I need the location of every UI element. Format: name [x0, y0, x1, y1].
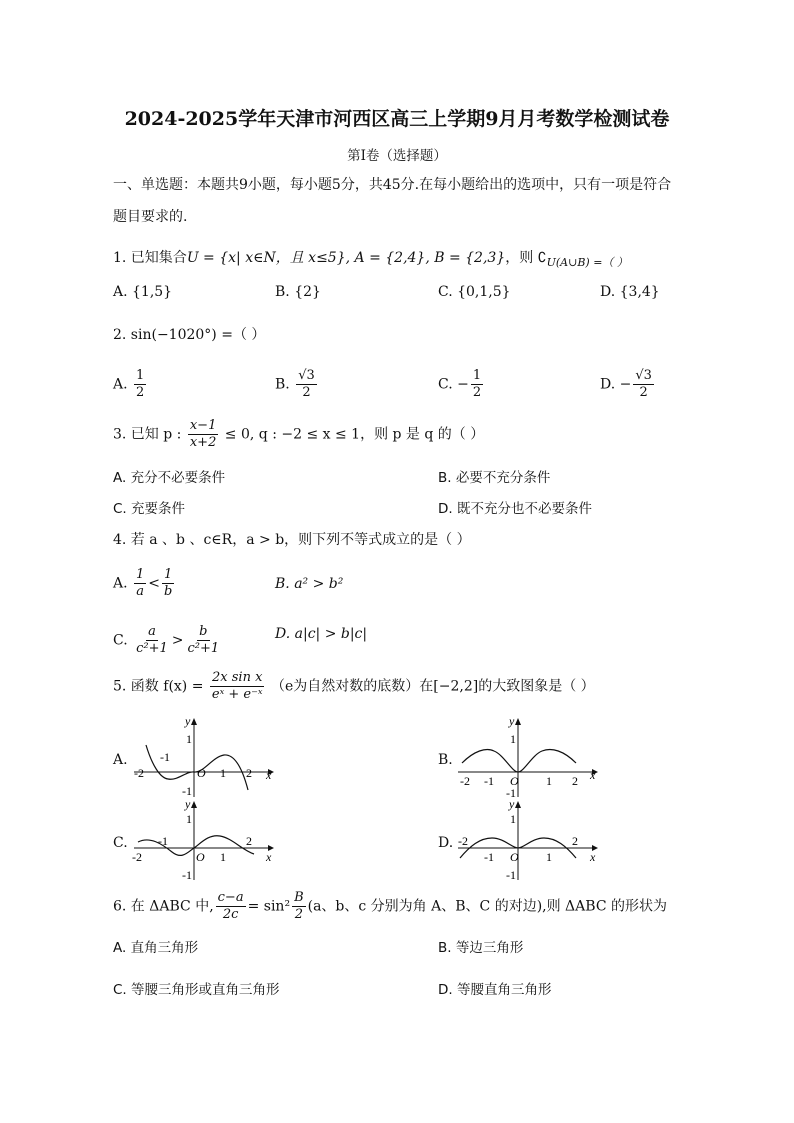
- x-label: x: [266, 768, 272, 782]
- q5-graph-c[interactable]: [128, 798, 278, 883]
- tick-neg1-y: -1: [182, 784, 192, 798]
- q1-option-a[interactable]: A. {1,5}: [113, 284, 173, 300]
- tick-neg1-y: -1: [506, 868, 516, 882]
- q4-c-rel: >: [171, 632, 184, 649]
- q5-fraction: $\frac{\text{2x sin x}}{\text{eˣ + e⁻ˣ}}$: [211, 670, 263, 702]
- q6-prefix: 6. 在 ΔABC 中,: [113, 898, 214, 915]
- x-label: x: [590, 850, 596, 864]
- y-label: y: [509, 798, 515, 811]
- q6-rest: (a、b、c 分别为角 A、B、C 的对边),则 ΔABC 的形状为: [307, 898, 667, 915]
- q1-option-c[interactable]: C. {0,1,5}: [438, 284, 511, 300]
- q5-prefix: 5. 函数 f(x) =: [113, 678, 204, 695]
- tick-neg1-y: -1: [506, 786, 516, 800]
- tick-neg2-x: -2: [460, 774, 470, 788]
- q3-prefix: 3. 已知 p :: [113, 426, 182, 443]
- q1-option-b[interactable]: B. {2}: [275, 284, 321, 300]
- q6-fraction-2: $\frac{B}{2}$: [294, 890, 304, 922]
- tick-neg2-x: -2: [132, 850, 142, 864]
- q2-c-label: C.: [438, 376, 453, 393]
- tick-2-x: 2: [572, 834, 578, 848]
- q4-c-label: C.: [113, 632, 128, 649]
- question-3-stem: [113, 418, 484, 451]
- q1-expr: U(A∪B) =（ ）: [546, 255, 628, 269]
- origin-label: O: [510, 850, 519, 864]
- question-2-stem: 2. sin(−1020°) =（ ）: [113, 327, 266, 343]
- q2-a-fraction: $\frac{1}{2}$: [136, 368, 145, 400]
- section-intro-line1: 一、单选题：本题共9小题，每小题5分，共45分.在每小题给出的选项中，只有一项是符合: [113, 177, 672, 193]
- q4-c-frac2: $\frac{b}{\text{c²+1}}$: [187, 624, 220, 656]
- q6-option-a[interactable]: A. 直角三角形: [113, 940, 199, 956]
- tick-neg2-x: -2: [458, 834, 468, 848]
- y-axis-arrow-icon: [191, 718, 197, 725]
- q1-sets: U = {x| x∈N，且 x≤5}, A = {2,4}, B = {2,3}: [186, 250, 506, 266]
- tick-1-x: 1: [220, 766, 226, 780]
- tick-neg1-x: -1: [158, 834, 168, 848]
- q5-graph-b[interactable]: [452, 715, 602, 800]
- question-4-stem: 4. 若 a 、b 、c∈R，a > b，则下列不等式成立的是（ ）: [113, 532, 471, 548]
- q3-option-b[interactable]: B. 必要不充分条件: [438, 470, 551, 486]
- question-6-stem: [113, 890, 667, 923]
- q4-a-rel: <: [148, 575, 161, 592]
- x-label: x: [266, 850, 272, 864]
- y-label: y: [185, 715, 191, 728]
- q3-fraction: $\frac{x-1}{x+2}$: [189, 418, 217, 450]
- tick-1-y: 1: [186, 812, 192, 826]
- tick-1-x: 1: [546, 774, 552, 788]
- q2-d-fraction: $\frac{√3}{2}$: [635, 368, 652, 400]
- tick-neg1-y: -1: [182, 868, 192, 882]
- q2-d-sign: −: [619, 376, 632, 393]
- y-axis-arrow-icon: [191, 801, 197, 808]
- tick-2-x: 2: [246, 834, 252, 848]
- q2-b-fraction: $\frac{√3}{2}$: [298, 368, 315, 400]
- origin-label: O: [196, 850, 205, 864]
- section-intro-line2: 题目要求的.: [113, 209, 188, 225]
- tick-1-x: 1: [546, 850, 552, 864]
- q4-a-frac1: $\frac{1}{a}$: [136, 567, 145, 599]
- q5-option-c-label[interactable]: C.: [113, 835, 128, 851]
- q6-option-c[interactable]: C. 等腰三角形或直角三角形: [113, 982, 280, 998]
- q2-b-label: B.: [275, 376, 290, 393]
- tick-neg1-x: -1: [160, 750, 170, 764]
- q6-eq: = sin²: [247, 898, 291, 915]
- q3-option-d[interactable]: D. 既不充分也不必要条件: [438, 501, 592, 517]
- q4-option-c[interactable]: [113, 624, 223, 657]
- q6-option-b[interactable]: B. 等边三角形: [438, 940, 524, 956]
- tick-1-y: 1: [186, 732, 192, 746]
- tick-1-y: 1: [510, 812, 516, 826]
- q1-prefix: 1. 已知集合: [113, 250, 187, 266]
- q3-rest: ≤ 0, q : −2 ≤ x ≤ 1，则 p 是 q 的（ ）: [224, 426, 485, 443]
- tick-neg2-x: -2: [134, 766, 144, 780]
- q4-a-label: A.: [113, 575, 128, 592]
- q4-a-frac2: $\frac{1}{b}$: [164, 567, 173, 599]
- question-5-stem: [113, 670, 595, 703]
- q5-rest: （e为自然对数的底数）在[−2,2]的大致图象是（ ）: [271, 678, 595, 695]
- q5-option-d-label[interactable]: D.: [438, 835, 454, 851]
- q2-d-label: D.: [600, 376, 616, 393]
- q4-option-d[interactable]: D. a|c| > b|c|: [275, 626, 368, 642]
- q5-option-b-label[interactable]: B.: [438, 752, 453, 768]
- tick-1-x: 1: [220, 850, 226, 864]
- origin-label: O: [510, 774, 519, 788]
- q5-option-a-label[interactable]: A.: [113, 752, 128, 768]
- tick-2-x: 2: [572, 774, 578, 788]
- x-label: x: [590, 768, 596, 782]
- origin-label: O: [197, 766, 206, 780]
- q4-option-a[interactable]: [113, 567, 176, 600]
- q2-option-b[interactable]: [275, 368, 319, 401]
- q2-option-d[interactable]: [600, 368, 656, 401]
- tick-1-y: 1: [510, 732, 516, 746]
- q2-a-label: A.: [113, 376, 128, 393]
- q3-option-c[interactable]: C. 充要条件: [113, 501, 186, 517]
- q2-c-sign: −: [457, 376, 469, 393]
- section-subtitle: 第Ⅰ卷（选择题）: [347, 148, 447, 164]
- tick-neg1-x: -1: [484, 774, 494, 788]
- y-axis-arrow-icon: [515, 801, 521, 808]
- q3-option-a[interactable]: A. 充分不必要条件: [113, 470, 226, 486]
- q6-fraction: $\frac{c-a}{2c}$: [217, 890, 244, 922]
- curve: [462, 750, 576, 773]
- q1-ask: ，则 ∁: [505, 250, 547, 266]
- q2-c-fraction: $\frac{1}{2}$: [472, 368, 482, 400]
- page-title: 2024-2025学年天津市河西区高三上学期9月月考数学检测试卷: [124, 108, 670, 130]
- q5-graph-a[interactable]: [128, 715, 278, 800]
- q5-graph-d[interactable]: [452, 798, 602, 883]
- y-axis-arrow-icon: [515, 718, 521, 725]
- question-1-stem: [113, 247, 628, 270]
- q2-option-c[interactable]: [438, 368, 485, 401]
- q4-c-frac1: $\frac{a}{\text{c²+1}}$: [136, 624, 168, 656]
- q1-option-d[interactable]: D. {3,4}: [600, 284, 660, 300]
- tick-2-x: 2: [246, 766, 252, 780]
- tick-neg1-x: -1: [484, 850, 494, 864]
- q4-option-b[interactable]: B. a² > b²: [275, 576, 344, 592]
- y-label: y: [185, 798, 191, 811]
- q6-option-d[interactable]: D. 等腰直角三角形: [438, 982, 552, 998]
- y-label: y: [509, 715, 515, 728]
- q2-option-a[interactable]: [113, 368, 148, 401]
